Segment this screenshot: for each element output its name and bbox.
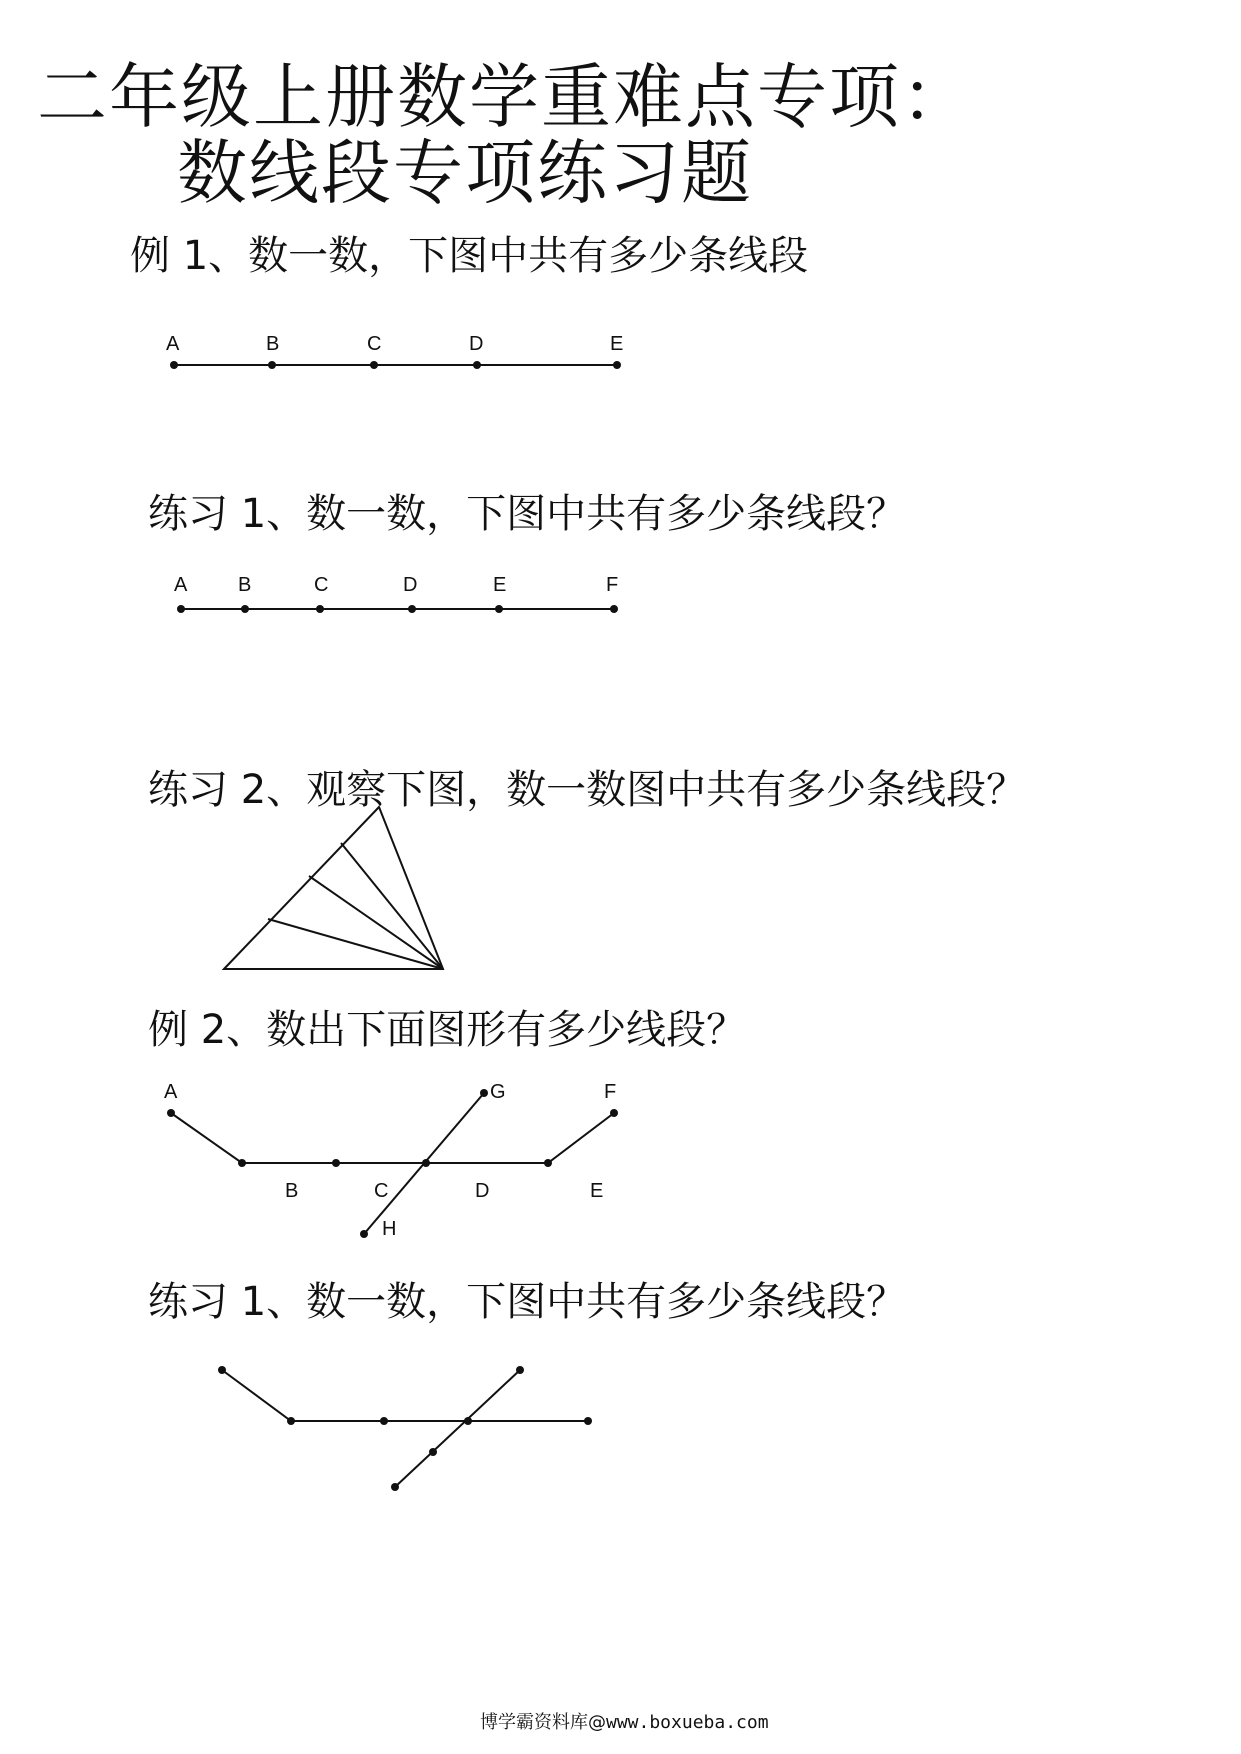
broken-line — [222, 1370, 590, 1421]
point-label-b: B — [238, 574, 252, 596]
page-title-line-1: 二年级上册数学重难点专项： — [37, 56, 973, 138]
point-label-c: C — [314, 574, 329, 596]
point-label-d: D — [403, 574, 418, 596]
practice-1-heading: 练习 1、数一数，下图中共有多少条线段？ — [148, 491, 907, 537]
point-label-f: F — [606, 574, 619, 596]
example-1-heading: 例 1、数一数，下图中共有多少条线段 — [130, 233, 809, 279]
point-label-a: A — [174, 574, 188, 596]
figure-point — [429, 1448, 437, 1456]
point-label-e: E — [590, 1180, 604, 1202]
figure-point — [380, 1417, 388, 1425]
page-title-line-2: 数线段专项练习题 — [177, 132, 753, 214]
crossing-line — [395, 1370, 520, 1487]
footer-site: 博学霸资料库@ — [480, 1712, 606, 1733]
figure-point — [516, 1366, 524, 1374]
example-2-heading: 例 2、数出下面图形有多少线段？ — [148, 1007, 747, 1053]
figure-point — [584, 1417, 592, 1425]
footer-watermark — [480, 1708, 769, 1734]
point-label-h: H — [382, 1218, 397, 1240]
figure-point — [464, 1417, 472, 1425]
figure-point — [218, 1366, 226, 1374]
figure-point — [287, 1417, 295, 1425]
point-label-e: E — [610, 333, 624, 355]
point-label-f: F — [604, 1081, 617, 1103]
footer-url: www.boxueba.com — [606, 1712, 769, 1733]
point-label-d: D — [475, 1180, 490, 1202]
figure-point — [391, 1483, 399, 1491]
practice-3-heading: 练习 1、数一数，下图中共有多少条线段？ — [148, 1279, 907, 1325]
practice-2-heading: 练习 2、观察下图，数一数图中共有多少条线段？ — [148, 767, 1027, 813]
point-label-a: A — [166, 333, 180, 355]
point-label-d: D — [469, 333, 484, 355]
point-label-c: C — [374, 1180, 389, 1202]
point-label-b: B — [285, 1180, 299, 1202]
point-label-a: A — [164, 1081, 178, 1103]
point-label-g: G — [490, 1081, 506, 1103]
point-label-e: E — [493, 574, 507, 596]
point-label-c: C — [367, 333, 382, 355]
point-label-b: B — [266, 333, 280, 355]
